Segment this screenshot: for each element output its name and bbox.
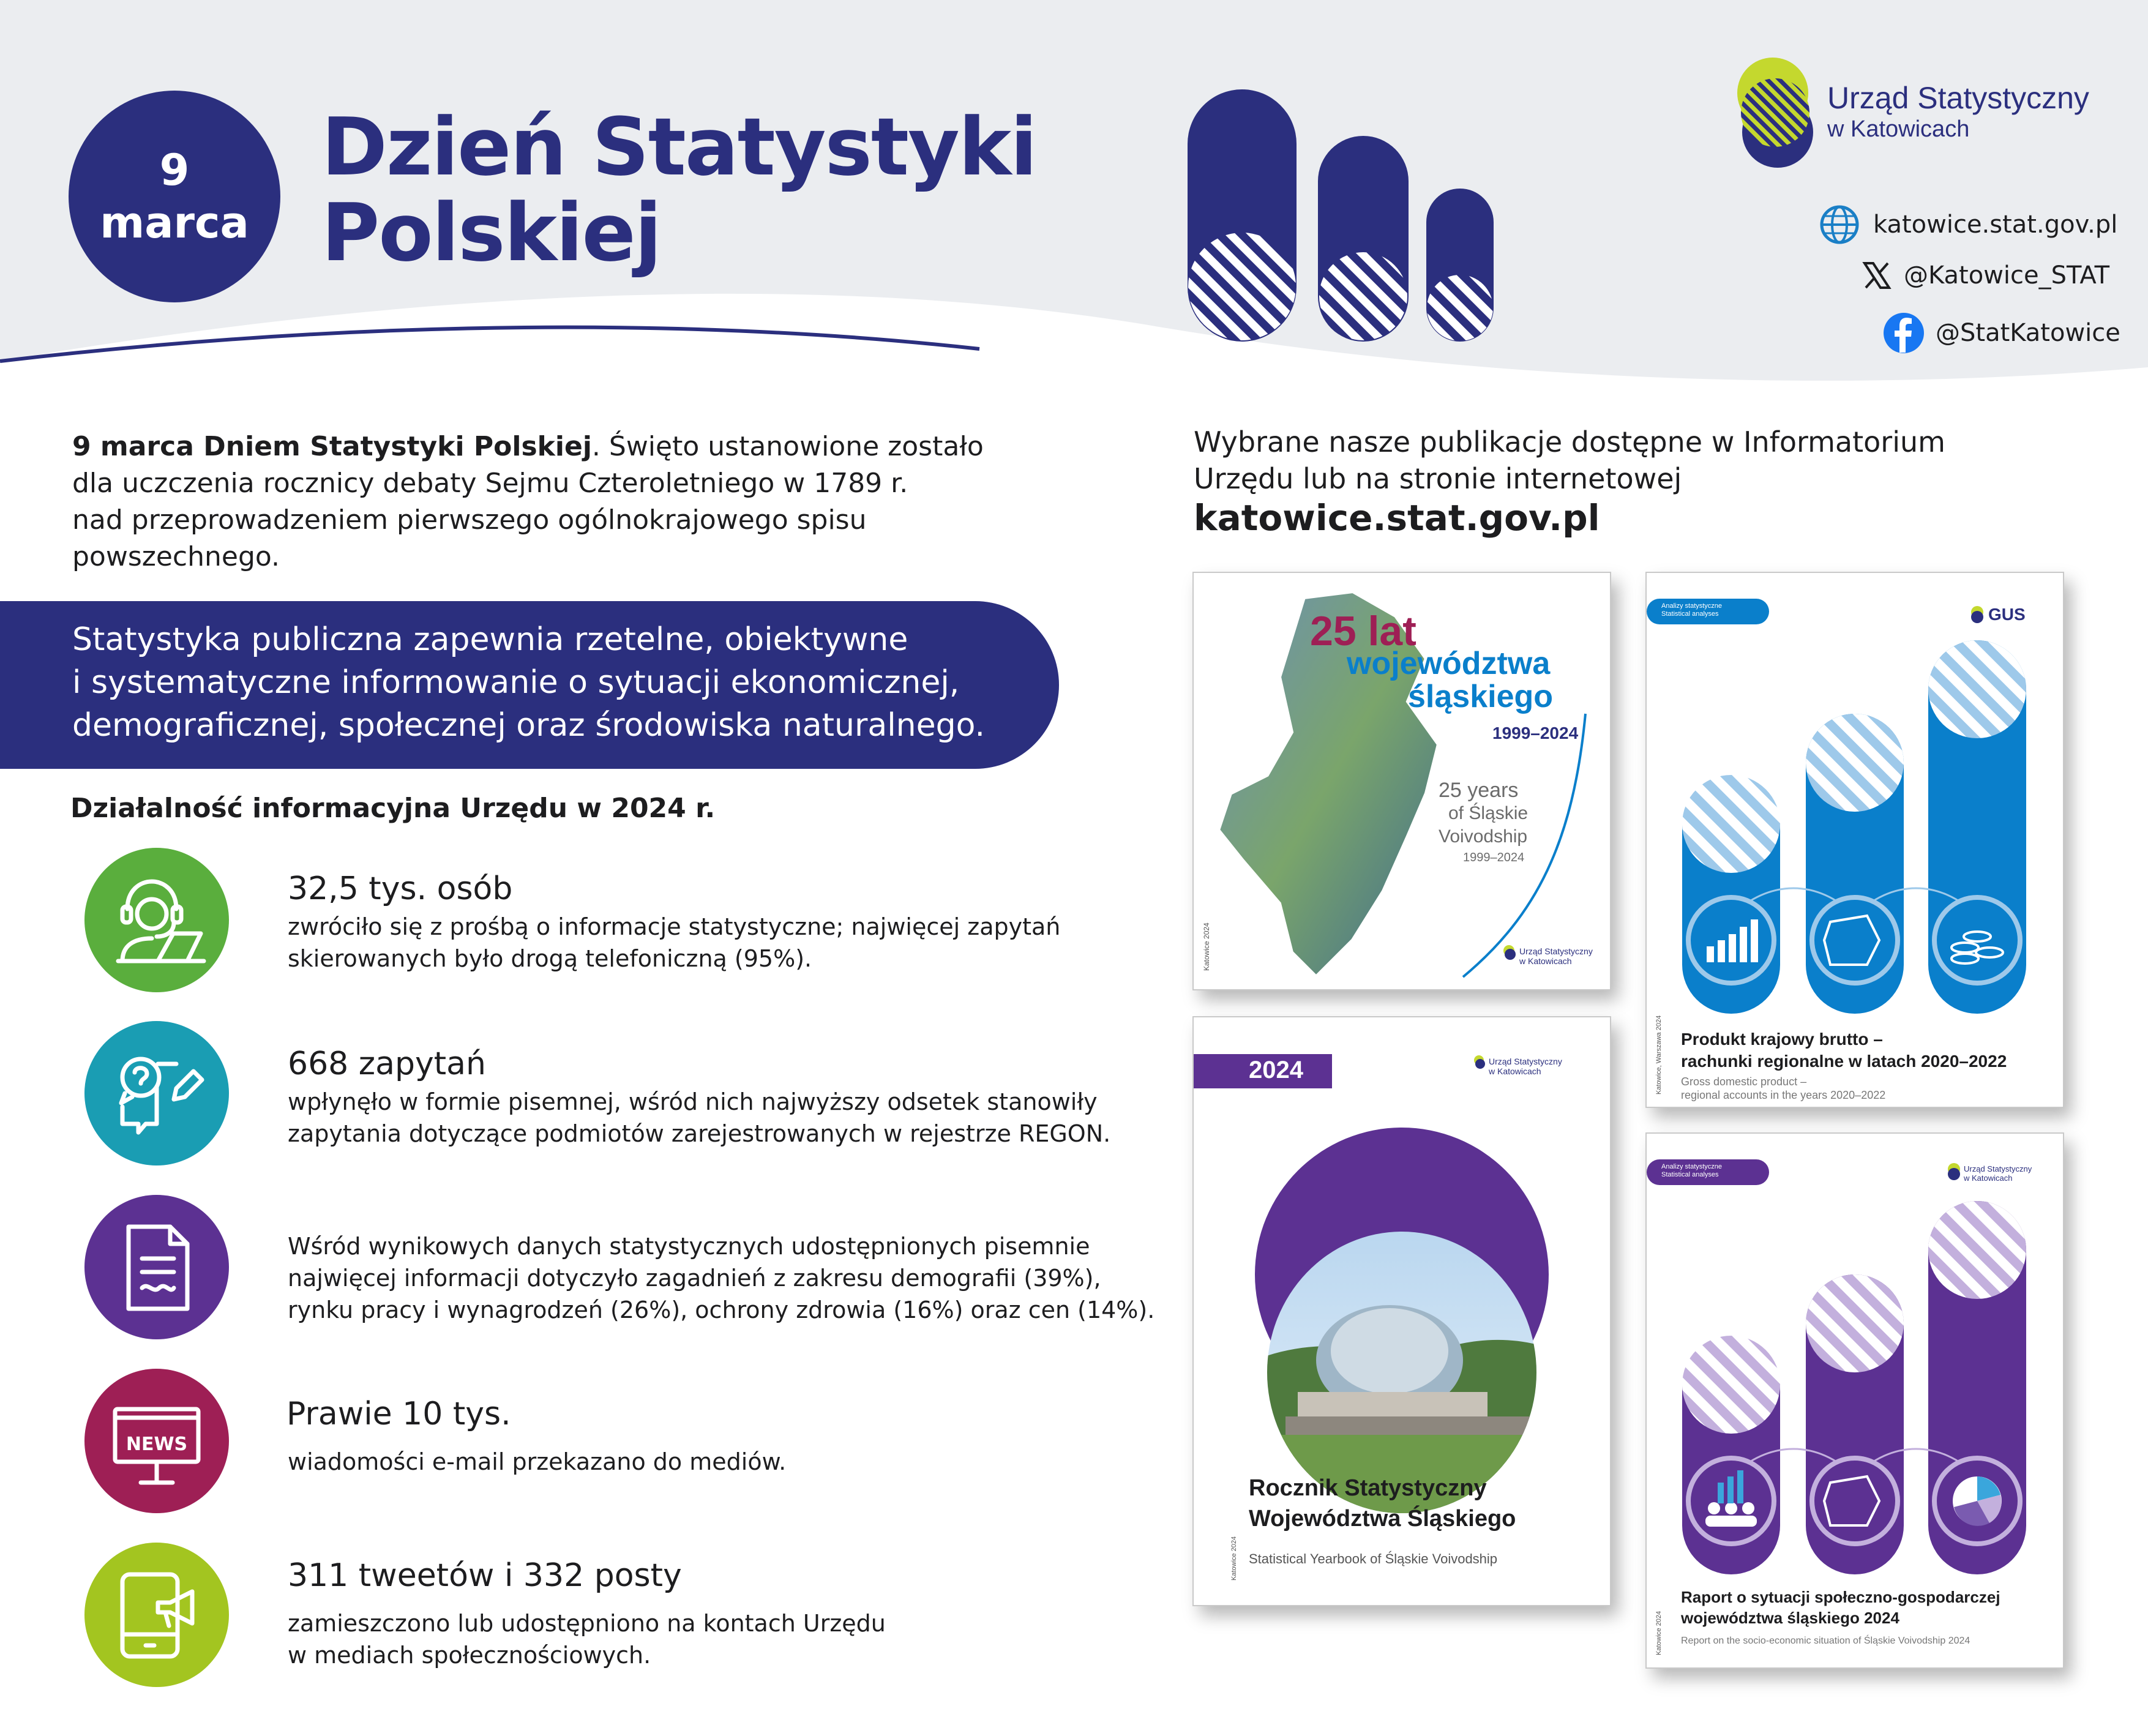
contact-website-text[interactable]: katowice.stat.gov.pl (1873, 211, 2118, 239)
cover3-logo-line2: w Katowicach (1489, 1066, 1541, 1076)
cover3-title (1249, 1473, 1516, 1534)
cover1-en-line3: Voivodship (1439, 826, 1528, 847)
stat2-body (288, 1086, 1110, 1150)
stat3-body-line1: Wśród wynikowych danych statystycznych udostępnionych pisemnie (288, 1233, 1090, 1260)
stat1-body (288, 911, 1060, 975)
cover2-tag-line2: Statistical analyses (1661, 610, 1719, 618)
stat-icon-document (84, 1195, 229, 1339)
intro-paragraph (72, 428, 1015, 575)
cover4-title-line1: Raport o sytuacji społeczno-gospodarczej (1681, 1588, 2000, 1606)
stat-icon-social (84, 1543, 229, 1687)
cover1-logo-text (1519, 946, 1593, 966)
stat-icon-question (84, 1021, 229, 1165)
date-badge (69, 91, 280, 302)
contact-x[interactable] (1861, 260, 2109, 291)
stat5-head: 311 tweetów i 332 posty (288, 1557, 682, 1594)
cover4-side-text: Katowice 2024 (1655, 1611, 1663, 1655)
cover1-title-line3: śląskiego (1408, 679, 1554, 714)
cover-rocznik[interactable] (1192, 1016, 1611, 1606)
stat3-body-line2: najwięcej informacji dotyczyło zagadnień z zakresu demografii (39%), (288, 1265, 1101, 1292)
x-logo-icon (1861, 260, 1893, 291)
cover4-tag-line2: Statistical analyses (1661, 1171, 1719, 1178)
cover-25-lat[interactable] (1192, 572, 1611, 990)
stat1-head: 32,5 tys. osób (288, 870, 513, 907)
page-title (321, 100, 1036, 279)
cover1-title-line2: województwa (1347, 646, 1551, 681)
question-pencil-icon (84, 1021, 229, 1165)
cover1-logo-mark (1505, 949, 1516, 960)
cover2-gus-logo: GUS (1988, 605, 2026, 624)
cover3-title-line1: Rocznik Statystyczny (1249, 1475, 1487, 1501)
stat1-body-line2: skierowanych było drogą telefoniczną (95%). (288, 945, 812, 972)
cover3-logo-text (1489, 1057, 1562, 1076)
date-day: 9 (159, 145, 190, 195)
publications-link[interactable]: katowice.stat.gov.pl (1194, 497, 1600, 539)
intro-bold: 9 marca Dniem Statystyki Polskiej (72, 431, 592, 462)
facebook-icon (1883, 312, 1925, 354)
cover2-subtitle (1681, 1075, 1885, 1102)
cover4-tag (1661, 1163, 1722, 1179)
band-line2: i systematyczne informowanie o sytuacji ekonomicznej, (72, 664, 960, 701)
band-line3: demograficznej, społecznej oraz środowiska naturalnego. (72, 707, 986, 744)
cover3-side-text: Katowice 2024 (1230, 1536, 1238, 1581)
cover4-tag-line1: Analizy statystyczne (1661, 1163, 1723, 1170)
stat5-body-line2: w mediach społecznościowych. (288, 1642, 651, 1669)
cover3-logo-mark (1475, 1059, 1485, 1069)
cover1-en-line4: 1999–2024 (1463, 851, 1525, 864)
stat-icon-phone-consultant (84, 848, 229, 992)
contact-facebook[interactable] (1883, 312, 2120, 354)
stat3-body (288, 1230, 1154, 1326)
stat4-head: Prawie 10 tys. (286, 1396, 511, 1432)
cover1-logo-line2: w Katowicach (1519, 956, 1572, 966)
page-title-line2: Polskiej (321, 186, 661, 279)
cover3-logo-line1: Urząd Statystyczny (1489, 1057, 1562, 1066)
intro-line2: dla uczczenia rocznicy debaty Sejmu Czteroletniego w 1789 r. (72, 468, 908, 499)
stat3-body-line3: rynku pracy i wynagrodzeń (26%), ochrony zdrowia (16%) oraz cen (14%). (288, 1296, 1155, 1323)
office-logo-mark (1737, 58, 1813, 168)
stat-icon-news (84, 1369, 229, 1513)
headset-icon (84, 848, 229, 992)
publications-intro-line1: Wybrane nasze publikacje dostępne w Informatorium (1194, 425, 1945, 458)
cover2-title (1681, 1028, 2007, 1072)
globe-icon (1819, 204, 1860, 245)
cover4-logo-line2: w Katowicach (1964, 1173, 2013, 1183)
cover2-title-line1: Produkt krajowy brutto – (1681, 1030, 1883, 1049)
cover2-tag-line1: Analizy statystyczne (1661, 602, 1723, 610)
cover4-subtitle: Report on the socio-economic situation of Śląskie Voivodship 2024 (1681, 1636, 1970, 1646)
cover2-tag (1661, 602, 1722, 618)
page-title-line1: Dzień Statystyki (321, 100, 1036, 193)
cover3-title-line2: Województwa Śląskiego (1249, 1506, 1516, 1532)
intro-line3: nad przeprowadzeniem pierwszego ogólnokrajowego spisu (72, 504, 867, 536)
cover3-subtitle: Statistical Yearbook of Śląskie Voivodship (1249, 1551, 1498, 1566)
cover4-title-line2: województwa śląskiego 2024 (1681, 1609, 1899, 1627)
document-icon (84, 1195, 229, 1339)
cover2-subtitle-line1: Gross domestic product – (1681, 1076, 1807, 1088)
highlight-band-text (72, 618, 1039, 747)
stat2-body-line1: wpłynęło w formie pisemnej, wśród nich najwyższy odsetek stanowiły (288, 1088, 1098, 1115)
contact-x-text[interactable]: @Katowice_STAT (1904, 261, 2110, 290)
cover2-side-text: Katowice, Warszawa 2024 (1655, 1015, 1663, 1094)
cover1-en-line1: 25 years (1439, 779, 1519, 802)
cover1-years: 1999–2024 (1492, 724, 1579, 743)
logo-name-line2: w Katowicach (1827, 116, 1970, 142)
activity-title: Działalność informacyjna Urzędu w 2024 r. (70, 793, 716, 824)
contact-website[interactable] (1819, 204, 2117, 245)
contact-facebook-text[interactable]: @StatKatowice (1936, 319, 2120, 347)
cover3-year: 2024 (1249, 1057, 1303, 1083)
cover4-title (1681, 1587, 2000, 1628)
cover2-subtitle-line2: regional accounts in the years 2020–2022 (1681, 1089, 1886, 1101)
news-screen-icon (84, 1369, 229, 1513)
cover4-logo-line1: Urząd Statystyczny (1964, 1164, 2032, 1173)
cover-pkb[interactable] (1645, 572, 2064, 1108)
intro-line4: powszechnego. (72, 541, 280, 572)
cover4-logo-text (1964, 1164, 2032, 1183)
cover2-title-line2: rachunki regionalne w latach 2020–2022 (1681, 1052, 2007, 1071)
band-line1: Statystyka publiczna zapewnia rzetelne, obiektywne (72, 621, 908, 658)
cover1-logo-line1: Urząd Statystyczny (1519, 946, 1593, 956)
stat2-body-line2: zapytania dotyczące podmiotów zarejestrowanych w rejestrze REGON. (288, 1120, 1111, 1147)
date-month: marca (100, 198, 249, 248)
cover-pkb-art (1647, 573, 2063, 1107)
intro-line1: . Święto ustanowione zostało (591, 431, 984, 462)
stat2-head: 668 zapytań (288, 1046, 486, 1082)
stat5-body (288, 1607, 886, 1671)
publications-intro-line2: Urzędu lub na stronie internetowej (1194, 462, 1682, 495)
office-logo-text (1827, 81, 2089, 143)
logo-name-line1: Urząd Statystyczny (1827, 81, 2089, 115)
stat1-body-line1: zwróciło się z prośbą o informacje statystyczne; najwięcej zapytań (288, 913, 1061, 940)
news-icon-label: NEWS (125, 1434, 188, 1455)
phone-megaphone-icon (84, 1543, 229, 1687)
cover1-en-line2: of Śląskie (1448, 803, 1529, 823)
stat5-body-line1: zamieszczono lub udostępniono na kontach Urzędu (288, 1610, 886, 1637)
cover1-title-line1: 25 lat (1310, 608, 1416, 654)
cover-raport[interactable] (1645, 1132, 2064, 1669)
stat4-body: wiadomości e-mail przekazano do mediów. (288, 1448, 787, 1475)
cover1-side-text: Katowice 2024 (1202, 922, 1211, 971)
publications-intro (1194, 424, 1945, 497)
